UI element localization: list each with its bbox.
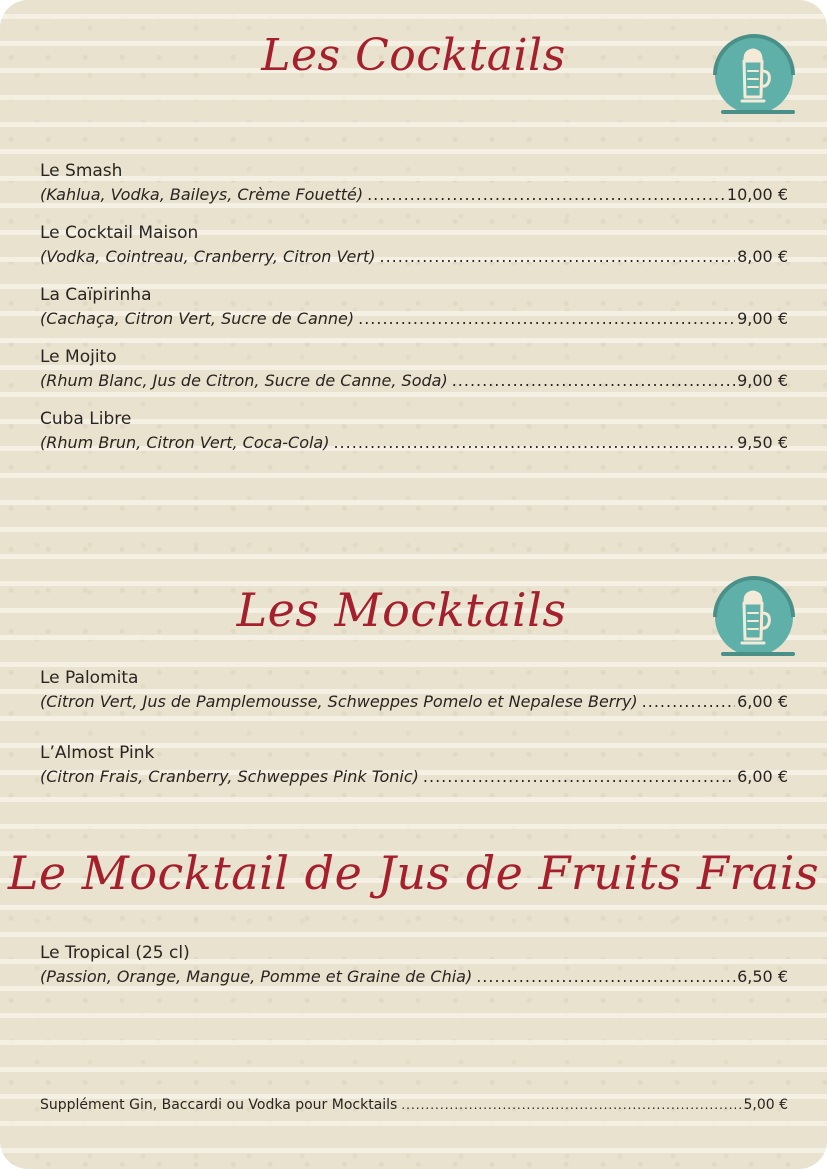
item-price: 9,00 € — [737, 309, 788, 328]
cocktail-glass-icon — [709, 573, 799, 663]
cocktail-glass-icon — [709, 31, 799, 121]
item-name: La Caïpirinha — [40, 285, 152, 305]
item-price: 9,00 € — [737, 371, 788, 390]
item-name: Cuba Libre — [40, 409, 132, 429]
item-description: (Vodka, Cointreau, Cranberry, Citron Vert) — [40, 247, 376, 266]
item-description: (Kahlua, Vodka, Baileys, Crème Fouetté) — [40, 185, 364, 204]
item-price: 6,50 € — [737, 967, 788, 986]
leader-dots — [476, 965, 735, 989]
item-description: (Cachaça, Citron Vert, Sucre de Canne) — [40, 309, 355, 328]
section-title-cocktails: Les Cocktails — [261, 30, 566, 81]
menu-item — [40, 407, 788, 455]
item-name: Le Tropical (25 cl) — [40, 943, 190, 963]
item-description: (Rhum Brun, Citron Vert, Coca-Cola) — [40, 433, 330, 452]
section-title-mocktails: Les Mocktails — [236, 583, 567, 637]
supplement-note — [40, 1094, 788, 1116]
item-description: (Citron Frais, Cranberry, Schweppes Pink Tonic) — [40, 767, 419, 786]
leader-dots — [423, 765, 735, 789]
leader-dots — [642, 690, 735, 714]
leader-dots — [401, 1094, 741, 1116]
item-price: 6,00 € — [737, 767, 788, 786]
item-name: Le Cocktail Maison — [40, 223, 199, 243]
item-price: 8,00 € — [737, 247, 788, 266]
supplement-text: Supplément Gin, Baccardi ou Vodka pour Mocktails — [40, 1097, 398, 1113]
menu-item — [40, 741, 788, 789]
leader-dots — [358, 307, 735, 331]
section-title-fresh-juice: Le Mocktail de Jus de Fruits Frais — [7, 846, 820, 900]
menu-item — [40, 345, 788, 393]
menu-item — [40, 159, 788, 207]
leader-dots — [379, 245, 735, 269]
item-name: Le Mojito — [40, 347, 117, 367]
item-name: L’Almost Pink — [40, 743, 155, 763]
menu-item — [40, 283, 788, 331]
menu-item — [40, 941, 788, 989]
menu-item — [40, 666, 788, 714]
item-price: 9,50 € — [737, 433, 788, 452]
item-price: 6,00 € — [737, 692, 788, 711]
item-description: (Citron Vert, Jus de Pamplemousse, Schweppes Pomelo et Nepalese Berry) — [40, 692, 638, 711]
item-name: Le Palomita — [40, 668, 139, 688]
item-description: (Passion, Orange, Mangue, Pomme et Graine de Chia) — [40, 967, 473, 986]
item-price: 10,00 € — [726, 185, 788, 204]
leader-dots — [367, 183, 725, 207]
item-description: (Rhum Blanc, Jus de Citron, Sucre de Canne, Soda) — [40, 371, 448, 390]
supplement-price: 5,00 € — [743, 1097, 788, 1113]
leader-dots — [333, 431, 735, 455]
menu-item — [40, 221, 788, 269]
leader-dots — [452, 369, 735, 393]
item-name: Le Smash — [40, 161, 123, 181]
